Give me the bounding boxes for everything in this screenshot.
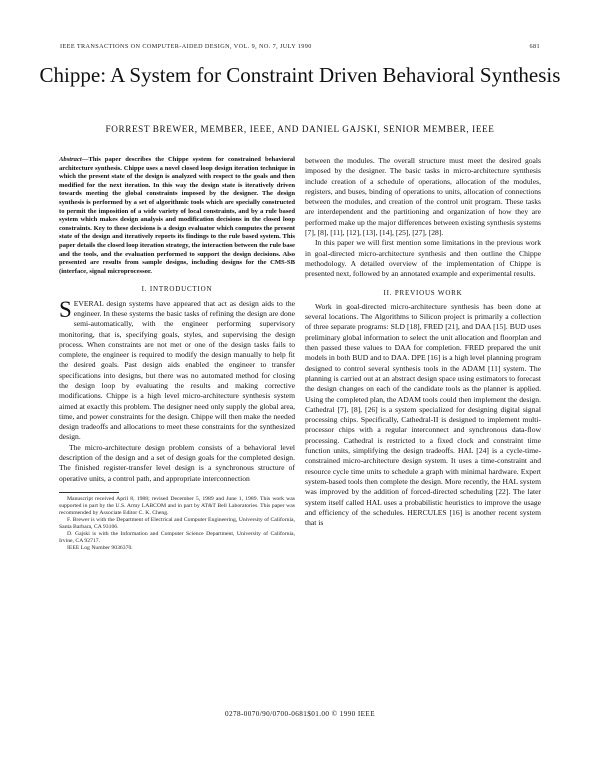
page-number: 681 [529,43,540,50]
running-header [60,43,540,50]
previous-work-paragraph: Work in goal-directed micro-architecture synthesis has been done at several locations. The Algorithms to Silicon project is primarily a collection of three separate programs: SLD [18], FRED [21], and DAA [15]. BUD uses preliminary global information to select the unit allocation and floorplan and then passed these values to DAA for completion. FRED prepared the unit models in both BUD and to DAA. DPE [16] is a high level planning program designed to control several synthesis tools in the ADAM [11] system. The planning is carried out at an abstract design space using estimators to forecast the design changes on each of the candidate tools as the planner is applied. Using the completed plan, the ADAM tools could then implement the design. Cathedral [7], [8], [26] is a system specialized for designing digital signal processing chips. Specifically, Cathedral-II is designed to implement multi-processor chips with a regular interconnect and synchronous data-flow processing. Cathedral is restricted to a fixed clock and constraint time function units, simplifying the design tradeoffs. HAL [24] is a cycle-time-constrained micro-architecture design system. It uses a time-constraint and resource cycle time units to schedule a graph with minimal hardware. Expert system-based tools then complete the design. More recently, the HAL system was improved by the addition of forced-directed scheduling [22]. The later system itself called HAL uses a probabilistic heuristics to improve the usage and efficiency of the schedules. HERCULES [16] is another recent system that is [305,301,541,528]
copyright-line: 0278-0070/90/0700-0681$01.00 © 1990 IEEE [224,710,376,718]
abstract-text: —This paper describes the Chippe system for constrained behavioral architecture synthesis. Chippe uses a novel closed loop design iteration technique in which the present state of the design is analyzed with respect to the goals and then modified for the next iteration. In this way the design state is iteratively driven towards meeting the global constraints imposed by the designer. The design synthesis is performed by a set of algorithmic tools which are specially constructed to permit the imposition of a wide variety of local constraints, and by a rule based system which makes design analysis and modification decisions in the closed loop constraints. Key to these decisions is a design evaluator which computes the present state of the design and iteratively reports its findings to the rule based system. This paper details the closed loop iteration strategy, the interaction between the rule base and the tools, and the evaluation performed to support the design decisions. Also presented are results from sample designs, including designs for the CMS-SB (interface, signal microprocessor. [59,156,295,275]
abstract [59,156,295,276]
right-paragraph-2: In this paper we will first mention some limitations in the previous work in goal-directed micro-architecture synthesis and then outline the Chippe methodology. A detailed overview of the implementation of Chippe is presented next, followed by an annotated example and experimental results. [305,238,541,279]
footnote-rule [59,492,119,493]
footnote-author-1: F. Brewer is with the Department of Electrical and Computer Engineering, University of California, Santa Barbara, CA 93106. [59,516,295,530]
section-title-previous-work: II. PREVIOUS WORK [383,288,463,297]
left-column [59,156,295,552]
section-title-introduction: I. INTRODUCTION [141,285,213,294]
drop-cap: S [59,296,72,322]
footnote-log-number: IEEE Log Number 9036370. [67,544,133,551]
intro-paragraph-1 [59,296,295,443]
right-column [305,156,541,528]
intro-paragraph-1-text: EVERAL design systems have appeared that act as design aids to the engineer. In these systems the basic tasks of refining the design are done semi-automatically, with the engineer performing supervisory monitoring, that is, specifying goals, styles, and supervising the design process. When constraints are not met or one of the design tasks fails to complete, the engineer is required to modify the design manually to help fit the desired goals. Past design aids enabled the engineer to transfer specifications into designs, but there was no automated method for closing the design loop by evaluating the results and making corrective modifications. Chippe is a high level micro-architecture synthesis system aimed at exactly this problem. The designer need only supply the global area, time, and power constraints for the design. Chippe will then make the needed design tradeoffs and allocations to meet these constraints for the synthesized design. [59,298,295,442]
intro-paragraph-2: The micro-architecture design problem consists of a behavioral level description of the design and a set of design goals for the completed design. The finished register-transfer level design is a synchronous structure of operative units, a control path, and appropriate interconnection [59,442,295,483]
footnote-manuscript: Manuscript received April 8, 1988; revised December 5, 1989 and June 1, 1989. This work was supported in part by the U.S. Army LABCOM and in part by AT&T Bell Laboratories. This paper was recommended by Associate Editor C. K. Cheng. [59,495,295,516]
paper-title: Chippe: A System for Constraint Driven Behavioral Synthesis [39,63,561,87]
abstract-label: Abstract [59,156,82,163]
footnote-author-2: D. Gajski is with the Information and Computer Science Department, University of California, Irvine, CA 92717. [59,530,295,544]
journal-header: IEEE TRANSACTIONS ON COMPUTER-AIDED DESIGN, VOL. 9, NO. 7, JULY 1990 [60,43,312,50]
right-paragraph-1: between the modules. The overall structure must meet the desired goals imposed by the designer. The basic tasks in micro-architecture synthesis include creation of a schedule of operations, allocation of the modules, registers, and buses, binding of operations to units, allocation of connections between the modules, and creation of the control unit program. These tasks are interdependent and the partitioning and organization of how they are performed make up the major differences between existing synthesis systems [7], [8], [11], [12], [13], [14], [25], [27], [28]. [305,156,541,238]
authors: FORREST BREWER, MEMBER, IEEE, AND DANIEL GAJSKI, SENIOR MEMBER, IEEE [105,124,495,134]
